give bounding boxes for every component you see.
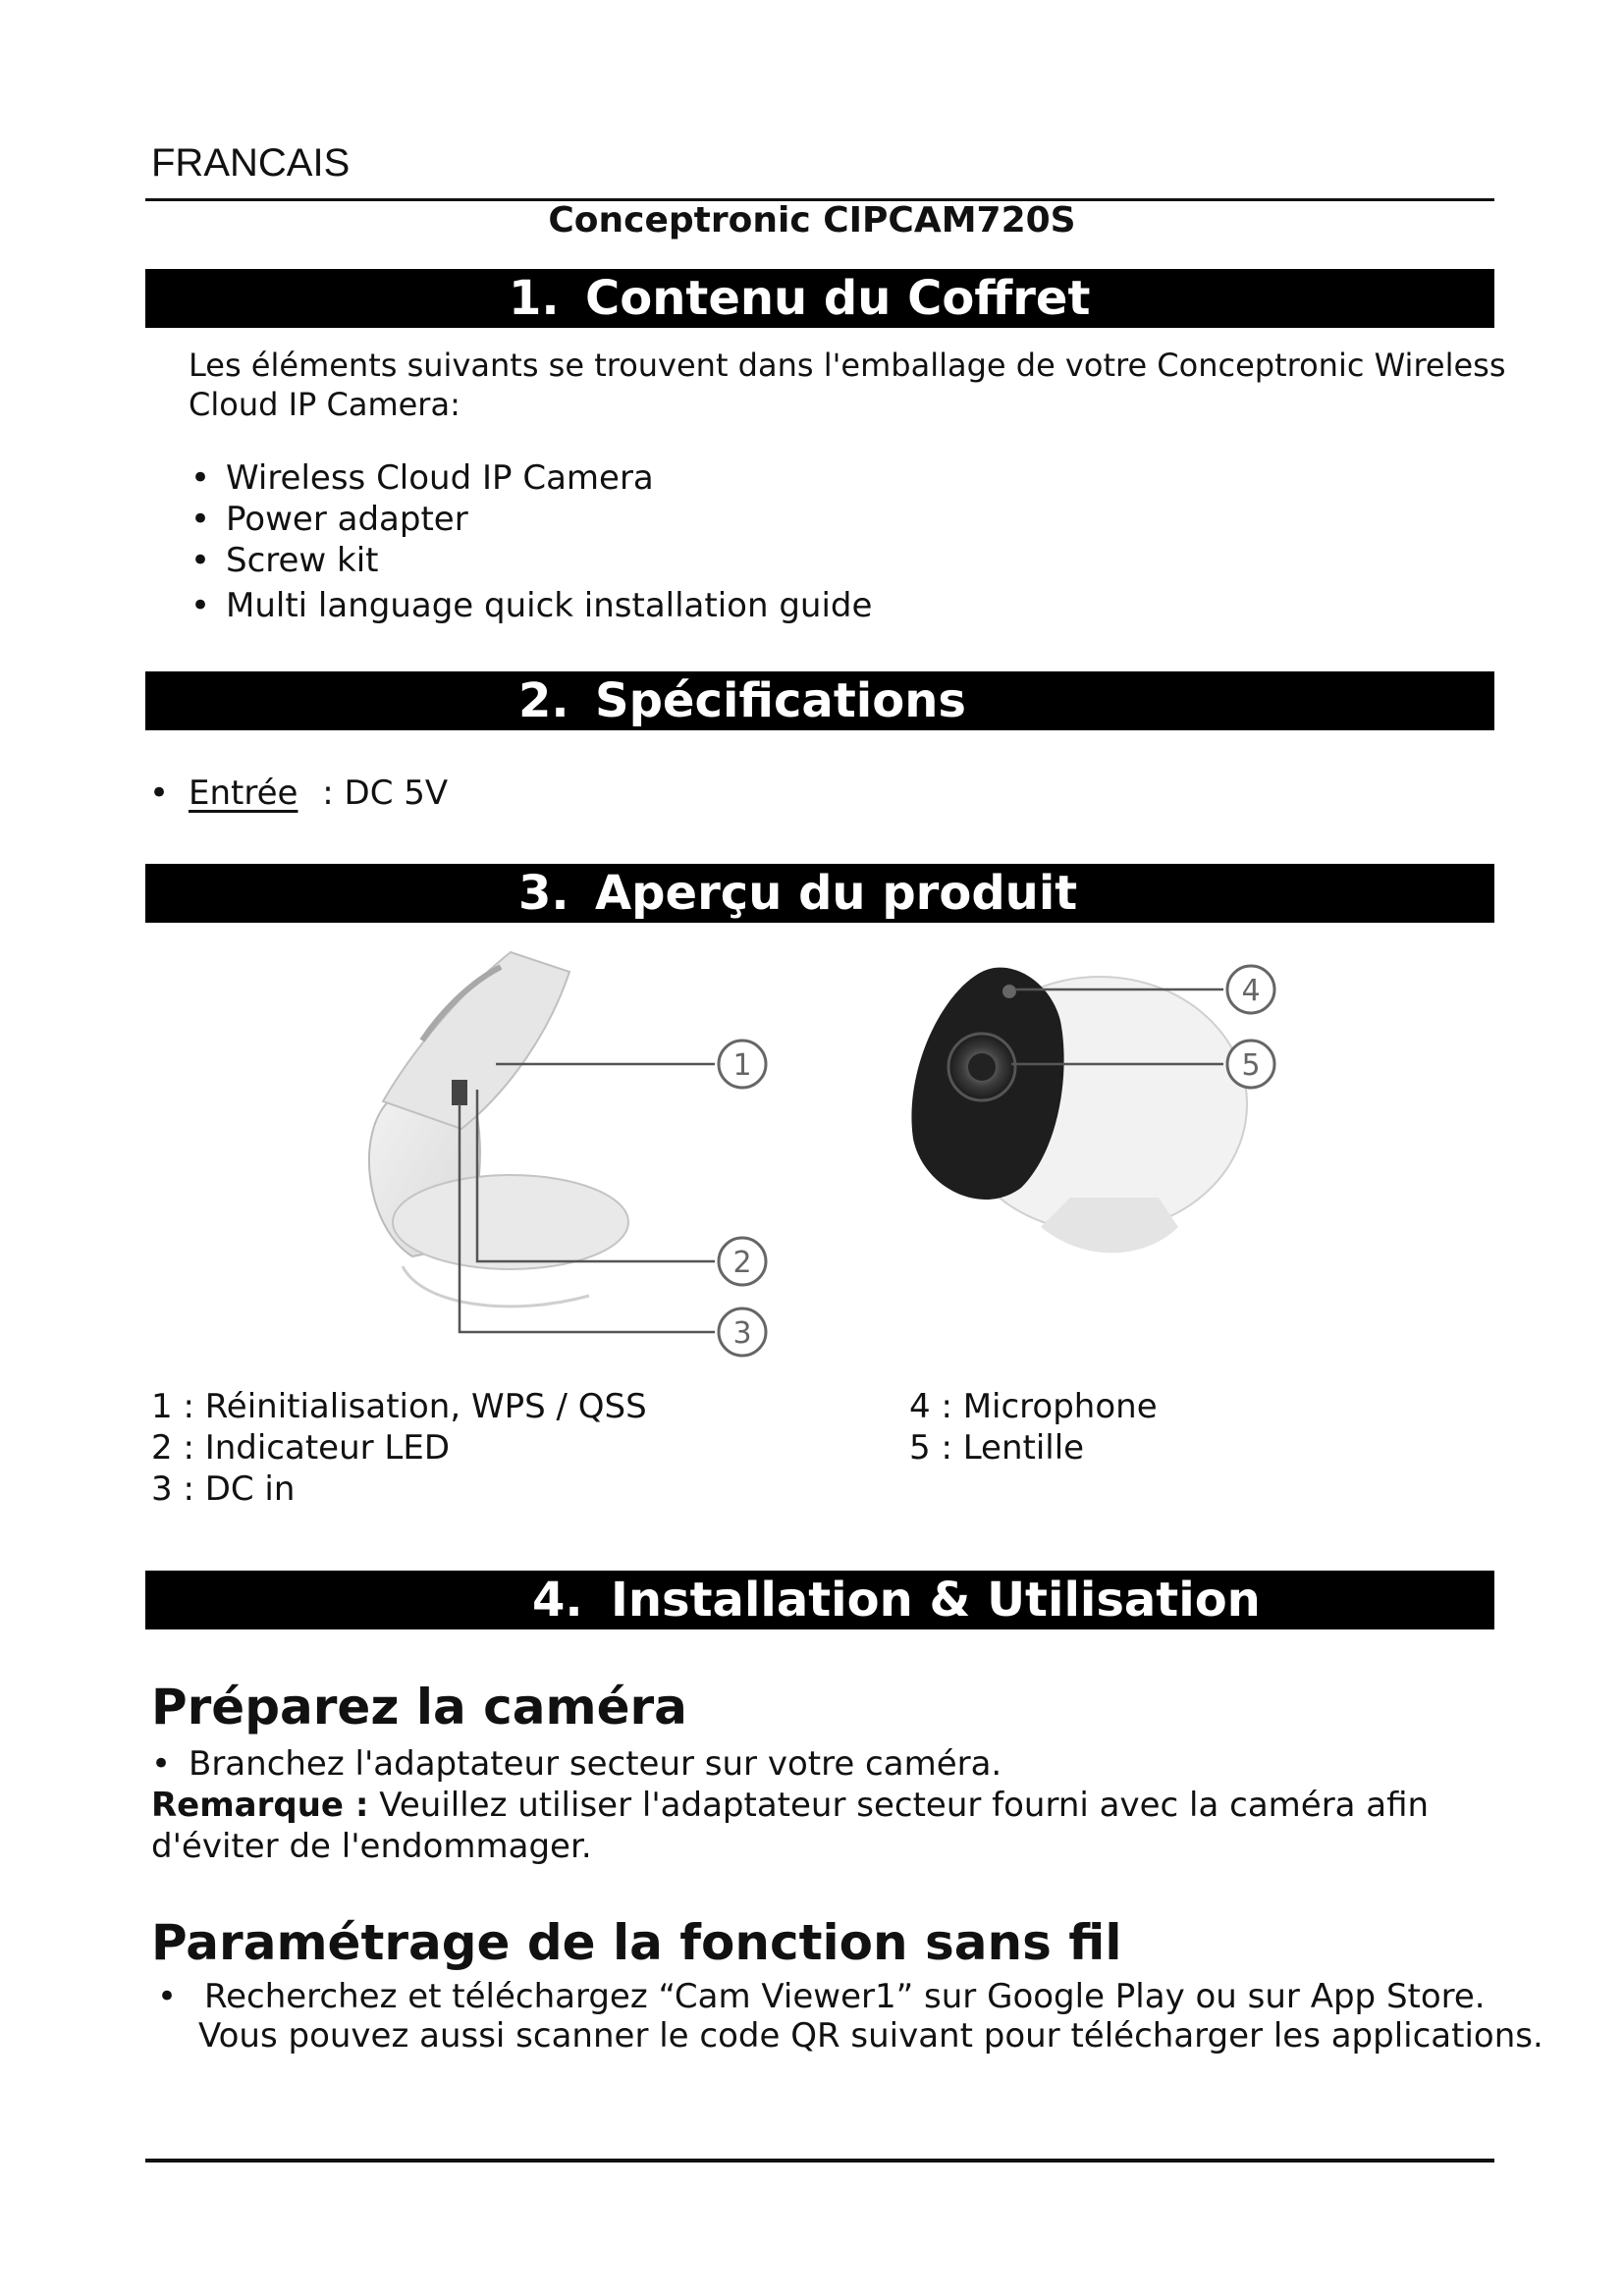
- note-label: Remarque :: [151, 1786, 369, 1825]
- contents-intro-line-2: Cloud IP Camera:: [189, 386, 460, 423]
- section-4-heading: [145, 1571, 1494, 1629]
- legend-item: 5 : Lentille: [909, 1428, 1085, 1468]
- section-3-heading: [145, 864, 1494, 923]
- legend-item: 4 : Microphone: [909, 1387, 1158, 1426]
- list-item: • Power adapter: [187, 499, 872, 540]
- prepare-bullet: [151, 1743, 1429, 1785]
- section-3-title: Aperçu du produit: [595, 866, 1078, 921]
- wireless-block: [151, 1977, 1543, 2056]
- callout-markers-right: [1227, 966, 1274, 1088]
- product-model-title: Conceptronic CIPCAM720S: [548, 200, 1076, 240]
- section-2-number: 2.: [518, 673, 569, 728]
- callout-1-label: 1: [732, 1048, 752, 1083]
- wireless-heading: Paramétrage de la fonction sans fil: [151, 1914, 1122, 1971]
- camera-rear-view: [369, 952, 628, 1307]
- callout-2-label: 2: [732, 1246, 752, 1280]
- contents-list: [187, 457, 872, 626]
- bullet-glyph: •: [157, 1977, 178, 2016]
- product-diagram: [0, 933, 1624, 1394]
- section-2-heading: [145, 671, 1494, 730]
- note-text-1: Veuillez utiliser l'adaptateur secteur fourni avec la caméra afin: [379, 1786, 1430, 1825]
- list-item: • Wireless Cloud IP Camera: [187, 457, 872, 499]
- note-line-2: d'éviter de l'endommager.: [151, 1827, 592, 1866]
- camera-front-view: [911, 968, 1247, 1254]
- callout-markers-left: [719, 1041, 766, 1356]
- contents-intro: [189, 346, 1506, 424]
- prepare-block: [151, 1743, 1429, 1867]
- section-1-number: 1.: [509, 271, 560, 326]
- wireless-line-1: Recherchez et téléchargez “Cam Viewer1” sur Google Play ou sur App Store.: [204, 1977, 1486, 2016]
- legend-left: [151, 1386, 647, 1510]
- section-1-title: Contenu du Coffret: [585, 271, 1091, 326]
- language-label: FRANCAIS: [151, 141, 351, 185]
- callout-5-label: 5: [1241, 1048, 1261, 1083]
- contents-intro-line-1: Les éléments suivants se trouvent dans l'emballage de votre Conceptronic Wireless: [189, 347, 1506, 384]
- section-4-number: 4.: [532, 1573, 583, 1628]
- section-1-heading: [145, 269, 1494, 328]
- section-2-title: Spécifications: [595, 673, 966, 728]
- legend-item: 1 : Réinitialisation, WPS / QSS: [151, 1387, 647, 1426]
- list-item: • Multi language quick installation guide: [187, 585, 872, 626]
- prepare-heading: Préparez la caméra: [151, 1679, 687, 1735]
- callout-3-label: 3: [732, 1316, 752, 1351]
- callout-4-label: 4: [1241, 974, 1261, 1008]
- spec-input: [149, 774, 448, 813]
- wireless-line-2: Vous pouvez aussi scanner le code QR suivant pour télécharger les applications.: [198, 2016, 1543, 2056]
- section-4-title: Installation & Utilisation: [611, 1573, 1261, 1628]
- spec-input-value: : DC 5V: [322, 774, 449, 813]
- section-3-number: 3.: [518, 866, 569, 921]
- prepare-bullet-text: Branchez l'adaptateur secteur sur votre caméra.: [189, 1744, 1002, 1784]
- legend-item: 2 : Indicateur LED: [151, 1428, 451, 1468]
- bullet-glyph: •: [149, 774, 170, 813]
- legend-right: [909, 1386, 1158, 1468]
- microphone-icon: [1002, 985, 1016, 998]
- note-line-1: [151, 1785, 1429, 1826]
- legend-item: 3 : DC in: [151, 1469, 296, 1509]
- bullet-glyph: •: [151, 1744, 172, 1784]
- list-item: • Screw kit: [187, 540, 872, 581]
- spec-input-label: Entrée: [189, 774, 298, 813]
- footer-divider: [145, 2159, 1494, 2163]
